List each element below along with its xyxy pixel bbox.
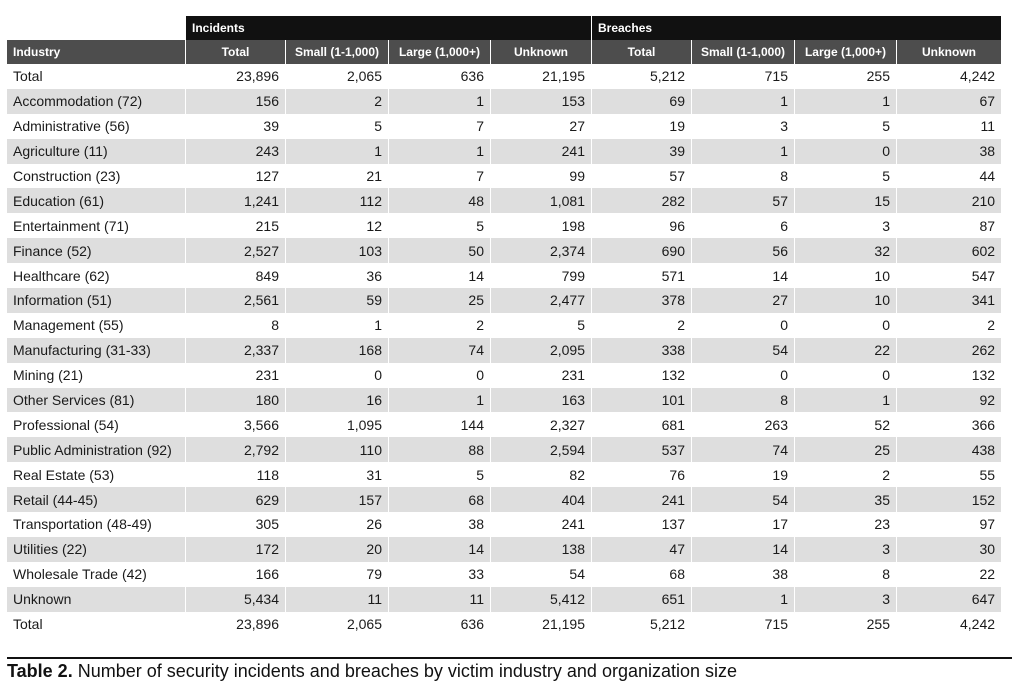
value-cell: 715 bbox=[691, 612, 794, 637]
value-cell: 2,594 bbox=[490, 437, 591, 462]
value-cell: 47 bbox=[591, 537, 691, 562]
value-cell: 5 bbox=[794, 114, 896, 139]
value-cell: 11 bbox=[388, 587, 490, 612]
value-cell: 1 bbox=[388, 89, 490, 114]
value-cell: 25 bbox=[794, 437, 896, 462]
industry-cell: Other Services (81) bbox=[7, 388, 185, 413]
group-header-row bbox=[7, 16, 1001, 40]
value-cell: 0 bbox=[691, 313, 794, 338]
value-cell: 112 bbox=[285, 188, 388, 213]
value-cell: 76 bbox=[591, 462, 691, 487]
industry-cell: Wholesale Trade (42) bbox=[13, 566, 147, 583]
value-cell: 5,212 bbox=[591, 64, 691, 89]
table-row bbox=[7, 338, 1001, 363]
value-cell: 547 bbox=[896, 263, 1001, 288]
value-cell: 68 bbox=[388, 487, 490, 512]
value-cell: 1 bbox=[691, 139, 794, 164]
value-cell: 39 bbox=[185, 114, 285, 139]
value-cell: 74 bbox=[388, 338, 490, 363]
industry-cell: Public Administration (92) bbox=[7, 437, 185, 462]
value-cell: 19 bbox=[591, 114, 691, 139]
value-cell: 681 bbox=[591, 412, 691, 437]
value-cell: 5 bbox=[388, 213, 490, 238]
group-header-blank bbox=[7, 16, 185, 40]
table-row bbox=[7, 437, 1001, 462]
value-cell: 2 bbox=[388, 313, 490, 338]
industry-cell: Agriculture (11) bbox=[7, 139, 185, 164]
value-cell: 0 bbox=[794, 363, 896, 388]
value-cell: 1 bbox=[691, 587, 794, 612]
value-cell: 157 bbox=[285, 487, 388, 512]
value-cell: 180 bbox=[185, 388, 285, 413]
industry-cell: Management (55) bbox=[13, 317, 124, 334]
value-cell: 2,327 bbox=[490, 412, 591, 437]
industry-cell: Utilities (22) bbox=[7, 537, 185, 562]
value-cell: 5,412 bbox=[490, 587, 591, 612]
value-cell: 0 bbox=[794, 139, 896, 164]
value-cell: 12 bbox=[285, 213, 388, 238]
value-cell: 156 bbox=[185, 89, 285, 114]
value-cell: 153 bbox=[490, 89, 591, 114]
value-cell: 22 bbox=[896, 562, 1001, 587]
value-cell: 1,095 bbox=[285, 412, 388, 437]
industry-cell: Real Estate (53) bbox=[13, 466, 115, 483]
value-cell: 636 bbox=[388, 64, 490, 89]
value-cell: 26 bbox=[285, 512, 388, 537]
value-cell: 2,792 bbox=[185, 437, 285, 462]
value-cell: 14 bbox=[691, 263, 794, 288]
value-cell: 132 bbox=[591, 363, 691, 388]
value-cell: 849 bbox=[185, 263, 285, 288]
table-row bbox=[7, 164, 1001, 189]
value-cell: 96 bbox=[591, 213, 691, 238]
value-cell: 50 bbox=[388, 238, 490, 263]
value-cell: 0 bbox=[388, 363, 490, 388]
value-cell: 23 bbox=[794, 512, 896, 537]
value-cell: 629 bbox=[185, 487, 285, 512]
value-cell: 2,095 bbox=[490, 338, 591, 363]
value-cell: 6 bbox=[691, 213, 794, 238]
table-row bbox=[7, 412, 1001, 437]
value-cell: 67 bbox=[896, 89, 1001, 114]
value-cell: 21,195 bbox=[490, 64, 591, 89]
table-row bbox=[7, 114, 1001, 139]
value-cell: 1 bbox=[285, 139, 388, 164]
value-cell: 602 bbox=[896, 238, 1001, 263]
value-cell: 44 bbox=[896, 164, 1001, 189]
caption-label: Table 2. bbox=[7, 661, 73, 681]
value-cell: 11 bbox=[285, 587, 388, 612]
industry-cell: Finance (52) bbox=[7, 238, 185, 263]
value-cell: 69 bbox=[591, 89, 691, 114]
value-cell: 5,212 bbox=[591, 612, 691, 637]
value-cell: 14 bbox=[388, 537, 490, 562]
value-cell: 647 bbox=[896, 587, 1001, 612]
value-cell: 2,337 bbox=[185, 338, 285, 363]
value-cell: 25 bbox=[388, 288, 490, 313]
value-cell: 33 bbox=[388, 562, 490, 587]
value-cell: 35 bbox=[794, 487, 896, 512]
value-cell: 3 bbox=[691, 114, 794, 139]
group-header-incidents: Incidents bbox=[185, 16, 591, 40]
column-header: Large (1,000+) bbox=[388, 40, 490, 64]
value-cell: 21,195 bbox=[490, 612, 591, 637]
value-cell: 7 bbox=[388, 164, 490, 189]
value-cell: 27 bbox=[691, 288, 794, 313]
value-cell: 5 bbox=[388, 462, 490, 487]
table-row bbox=[7, 537, 1001, 562]
value-cell: 404 bbox=[490, 487, 591, 512]
value-cell: 2,527 bbox=[185, 238, 285, 263]
value-cell: 241 bbox=[490, 139, 591, 164]
value-cell: 378 bbox=[591, 288, 691, 313]
industry-cell: Administrative (56) bbox=[13, 118, 130, 135]
industry-cell: Total bbox=[13, 68, 43, 85]
value-cell: 210 bbox=[896, 188, 1001, 213]
value-cell: 715 bbox=[691, 64, 794, 89]
table-caption bbox=[7, 661, 737, 682]
table-row bbox=[7, 238, 1001, 263]
value-cell: 57 bbox=[591, 164, 691, 189]
table-row bbox=[7, 562, 1001, 587]
value-cell: 5 bbox=[490, 313, 591, 338]
value-cell: 17 bbox=[691, 512, 794, 537]
column-header: Unknown bbox=[896, 40, 1001, 64]
value-cell: 263 bbox=[691, 412, 794, 437]
value-cell: 152 bbox=[896, 487, 1001, 512]
table-row bbox=[7, 213, 1001, 238]
table-row bbox=[7, 612, 1001, 637]
value-cell: 82 bbox=[490, 462, 591, 487]
value-cell: 10 bbox=[794, 288, 896, 313]
industry-cell: Professional (54) bbox=[13, 416, 119, 433]
value-cell: 690 bbox=[591, 238, 691, 263]
value-cell: 2,065 bbox=[285, 64, 388, 89]
value-cell: 1 bbox=[794, 89, 896, 114]
industry-cell: Healthcare (62) bbox=[13, 267, 110, 284]
value-cell: 110 bbox=[285, 437, 388, 462]
column-header: Small (1-1,000) bbox=[285, 40, 388, 64]
table-row bbox=[7, 288, 1001, 313]
column-header: Total bbox=[591, 40, 691, 64]
incidents-breaches-table bbox=[7, 16, 997, 636]
value-cell: 101 bbox=[591, 388, 691, 413]
value-cell: 39 bbox=[591, 139, 691, 164]
table-row bbox=[7, 363, 1001, 388]
table-row bbox=[7, 313, 1001, 338]
value-cell: 97 bbox=[896, 512, 1001, 537]
industry-cell: Accommodation (72) bbox=[7, 89, 185, 114]
value-cell: 341 bbox=[896, 288, 1001, 313]
value-cell: 1 bbox=[794, 388, 896, 413]
table-body bbox=[7, 64, 1001, 636]
value-cell: 54 bbox=[691, 338, 794, 363]
value-cell: 16 bbox=[285, 388, 388, 413]
value-cell: 5 bbox=[285, 114, 388, 139]
industry-cell: Transportation (48-49) bbox=[13, 516, 152, 533]
value-cell: 21 bbox=[285, 164, 388, 189]
value-cell: 282 bbox=[591, 188, 691, 213]
value-cell: 255 bbox=[794, 612, 896, 637]
industry-cell: Entertainment (71) bbox=[13, 217, 129, 234]
value-cell: 305 bbox=[185, 512, 285, 537]
value-cell: 3 bbox=[794, 537, 896, 562]
caption-divider bbox=[7, 657, 1012, 659]
value-cell: 168 bbox=[285, 338, 388, 363]
table-row bbox=[7, 263, 1001, 288]
value-cell: 198 bbox=[490, 213, 591, 238]
value-cell: 99 bbox=[490, 164, 591, 189]
industry-cell: Unknown bbox=[7, 587, 185, 612]
value-cell: 1 bbox=[388, 388, 490, 413]
table-row bbox=[7, 512, 1001, 537]
value-cell: 22 bbox=[794, 338, 896, 363]
value-cell: 338 bbox=[591, 338, 691, 363]
value-cell: 1 bbox=[691, 89, 794, 114]
table-row bbox=[7, 462, 1001, 487]
value-cell: 255 bbox=[794, 64, 896, 89]
table-row bbox=[7, 89, 1001, 114]
value-cell: 8 bbox=[794, 562, 896, 587]
value-cell: 38 bbox=[691, 562, 794, 587]
column-header: Industry bbox=[7, 40, 185, 64]
value-cell: 144 bbox=[388, 412, 490, 437]
industry-cell: Retail (44-45) bbox=[7, 487, 185, 512]
value-cell: 118 bbox=[185, 462, 285, 487]
value-cell: 0 bbox=[285, 363, 388, 388]
value-cell: 138 bbox=[490, 537, 591, 562]
value-cell: 1,241 bbox=[185, 188, 285, 213]
value-cell: 3,566 bbox=[185, 412, 285, 437]
value-cell: 5 bbox=[794, 164, 896, 189]
value-cell: 59 bbox=[285, 288, 388, 313]
value-cell: 23,896 bbox=[185, 612, 285, 637]
caption-text: Number of security incidents and breaches by victim industry and organization size bbox=[72, 661, 738, 681]
value-cell: 172 bbox=[185, 537, 285, 562]
table-row bbox=[7, 587, 1001, 612]
value-cell: 1,081 bbox=[490, 188, 591, 213]
table-row bbox=[7, 64, 1001, 89]
column-header-row bbox=[7, 40, 1001, 64]
value-cell: 636 bbox=[388, 612, 490, 637]
value-cell: 32 bbox=[794, 238, 896, 263]
column-header: Total bbox=[185, 40, 285, 64]
value-cell: 68 bbox=[591, 562, 691, 587]
industry-cell: Total bbox=[13, 616, 43, 633]
value-cell: 52 bbox=[794, 412, 896, 437]
value-cell: 7 bbox=[388, 114, 490, 139]
table-row bbox=[7, 487, 1001, 512]
value-cell: 54 bbox=[691, 487, 794, 512]
value-cell: 8 bbox=[185, 313, 285, 338]
value-cell: 8 bbox=[691, 164, 794, 189]
value-cell: 231 bbox=[185, 363, 285, 388]
value-cell: 241 bbox=[490, 512, 591, 537]
value-cell: 166 bbox=[185, 562, 285, 587]
value-cell: 1 bbox=[388, 139, 490, 164]
value-cell: 366 bbox=[896, 412, 1001, 437]
value-cell: 243 bbox=[185, 139, 285, 164]
value-cell: 537 bbox=[591, 437, 691, 462]
value-cell: 231 bbox=[490, 363, 591, 388]
value-cell: 127 bbox=[185, 164, 285, 189]
value-cell: 1 bbox=[285, 313, 388, 338]
table-row bbox=[7, 139, 1001, 164]
value-cell: 2 bbox=[794, 462, 896, 487]
value-cell: 799 bbox=[490, 263, 591, 288]
value-cell: 4,242 bbox=[896, 64, 1001, 89]
value-cell: 2,374 bbox=[490, 238, 591, 263]
column-header: Large (1,000+) bbox=[794, 40, 896, 64]
value-cell: 262 bbox=[896, 338, 1001, 363]
value-cell: 215 bbox=[185, 213, 285, 238]
value-cell: 48 bbox=[388, 188, 490, 213]
table-row bbox=[7, 188, 1001, 213]
value-cell: 132 bbox=[896, 363, 1001, 388]
value-cell: 14 bbox=[691, 537, 794, 562]
value-cell: 19 bbox=[691, 462, 794, 487]
value-cell: 103 bbox=[285, 238, 388, 263]
industry-cell: Manufacturing (31-33) bbox=[7, 338, 185, 363]
industry-cell: Education (61) bbox=[7, 188, 185, 213]
value-cell: 88 bbox=[388, 437, 490, 462]
value-cell: 0 bbox=[691, 363, 794, 388]
industry-cell: Information (51) bbox=[7, 288, 185, 313]
industry-cell: Construction (23) bbox=[13, 168, 121, 184]
value-cell: 20 bbox=[285, 537, 388, 562]
column-header: Unknown bbox=[490, 40, 591, 64]
value-cell: 3 bbox=[794, 213, 896, 238]
value-cell: 2 bbox=[591, 313, 691, 338]
value-cell: 31 bbox=[285, 462, 388, 487]
value-cell: 38 bbox=[896, 139, 1001, 164]
value-cell: 2,477 bbox=[490, 288, 591, 313]
value-cell: 54 bbox=[490, 562, 591, 587]
value-cell: 23,896 bbox=[185, 64, 285, 89]
industry-cell: Mining (21) bbox=[13, 367, 84, 384]
value-cell: 241 bbox=[591, 487, 691, 512]
value-cell: 2 bbox=[896, 313, 1001, 338]
value-cell: 8 bbox=[691, 388, 794, 413]
value-cell: 36 bbox=[285, 263, 388, 288]
value-cell: 11 bbox=[896, 114, 1001, 139]
value-cell: 2,065 bbox=[285, 612, 388, 637]
value-cell: 2 bbox=[285, 89, 388, 114]
value-cell: 38 bbox=[388, 512, 490, 537]
value-cell: 87 bbox=[896, 213, 1001, 238]
value-cell: 56 bbox=[691, 238, 794, 263]
value-cell: 57 bbox=[691, 188, 794, 213]
value-cell: 27 bbox=[490, 114, 591, 139]
value-cell: 92 bbox=[896, 388, 1001, 413]
value-cell: 30 bbox=[896, 537, 1001, 562]
group-header-breaches: Breaches bbox=[591, 16, 1001, 40]
value-cell: 74 bbox=[691, 437, 794, 462]
value-cell: 163 bbox=[490, 388, 591, 413]
value-cell: 571 bbox=[591, 263, 691, 288]
value-cell: 14 bbox=[388, 263, 490, 288]
value-cell: 79 bbox=[285, 562, 388, 587]
value-cell: 4,242 bbox=[896, 612, 1001, 637]
value-cell: 5,434 bbox=[185, 587, 285, 612]
value-cell: 438 bbox=[896, 437, 1001, 462]
value-cell: 10 bbox=[794, 263, 896, 288]
value-cell: 55 bbox=[896, 462, 1001, 487]
value-cell: 651 bbox=[591, 587, 691, 612]
value-cell: 3 bbox=[794, 587, 896, 612]
column-header: Small (1-1,000) bbox=[691, 40, 794, 64]
value-cell: 137 bbox=[591, 512, 691, 537]
value-cell: 15 bbox=[794, 188, 896, 213]
value-cell: 0 bbox=[794, 313, 896, 338]
value-cell: 2,561 bbox=[185, 288, 285, 313]
table-row bbox=[7, 388, 1001, 413]
